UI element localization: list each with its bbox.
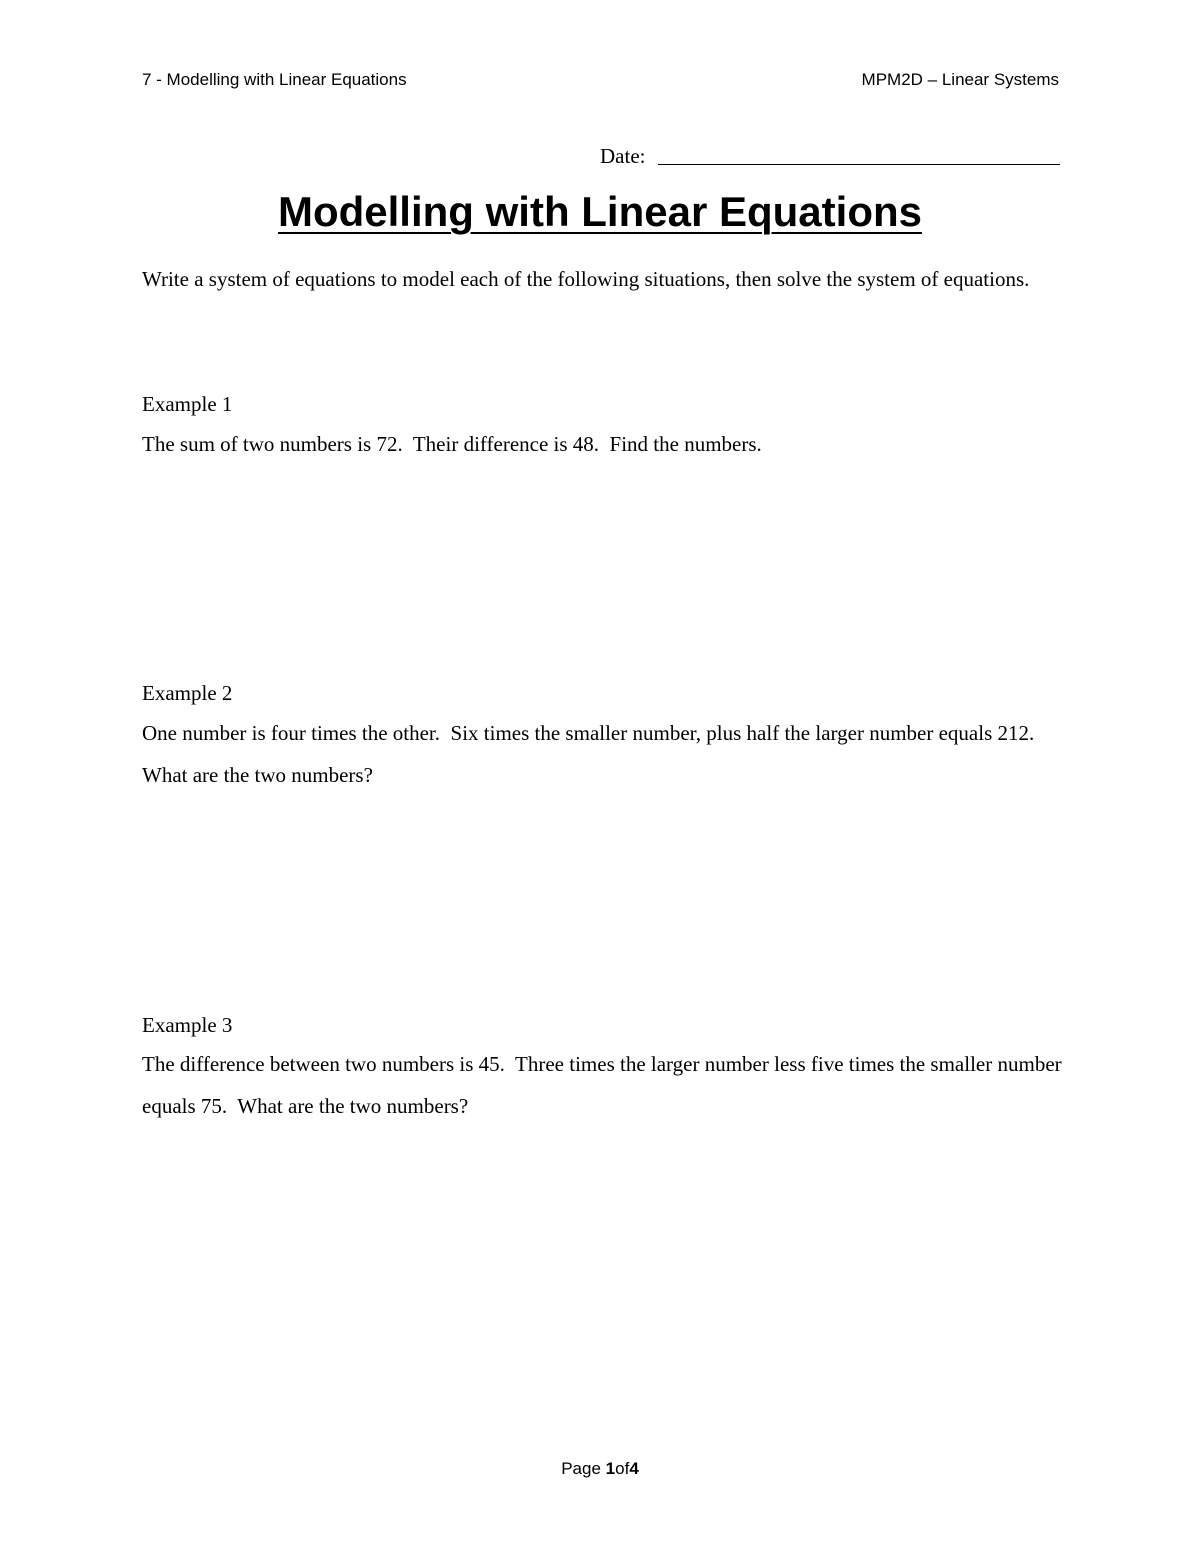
example-2-heading: Example 2: [142, 681, 233, 705]
header-unit-title: 7 - Modelling with Linear Equations: [142, 70, 407, 89]
page-total: 4: [629, 1459, 639, 1478]
example-3-heading: Example 3: [142, 1013, 233, 1037]
date-blank-line: [658, 164, 1060, 165]
page-current: 1: [605, 1459, 616, 1478]
example-1-text: The sum of two numbers is 72. Their difference is 48. Find the numbers.: [142, 432, 762, 456]
example-3-text: The difference between two numbers is 45. Three times the larger number less five times the smaller number equals 75. What are the two numbers?: [142, 1052, 1067, 1118]
header-course-title: MPM2D – Linear Systems: [861, 70, 1059, 89]
example-1-heading: Example 1: [142, 392, 233, 416]
example-2-text: One number is four times the other. Six times the smaller number, plus half the larger number equals 212. What are the two numbers?: [142, 721, 1045, 787]
page-header: [142, 70, 1059, 94]
document-title: Modelling with Linear Equations: [277, 188, 922, 235]
page-separator: of: [615, 1459, 630, 1478]
page-prefix: Page: [561, 1459, 601, 1478]
instructions: Write a system of equations to model each of the following situations, then solve the system of equations.: [142, 267, 1030, 291]
date-label: Date:: [600, 144, 646, 168]
date-field: [600, 144, 1060, 170]
page-number: [0, 1459, 1200, 1479]
